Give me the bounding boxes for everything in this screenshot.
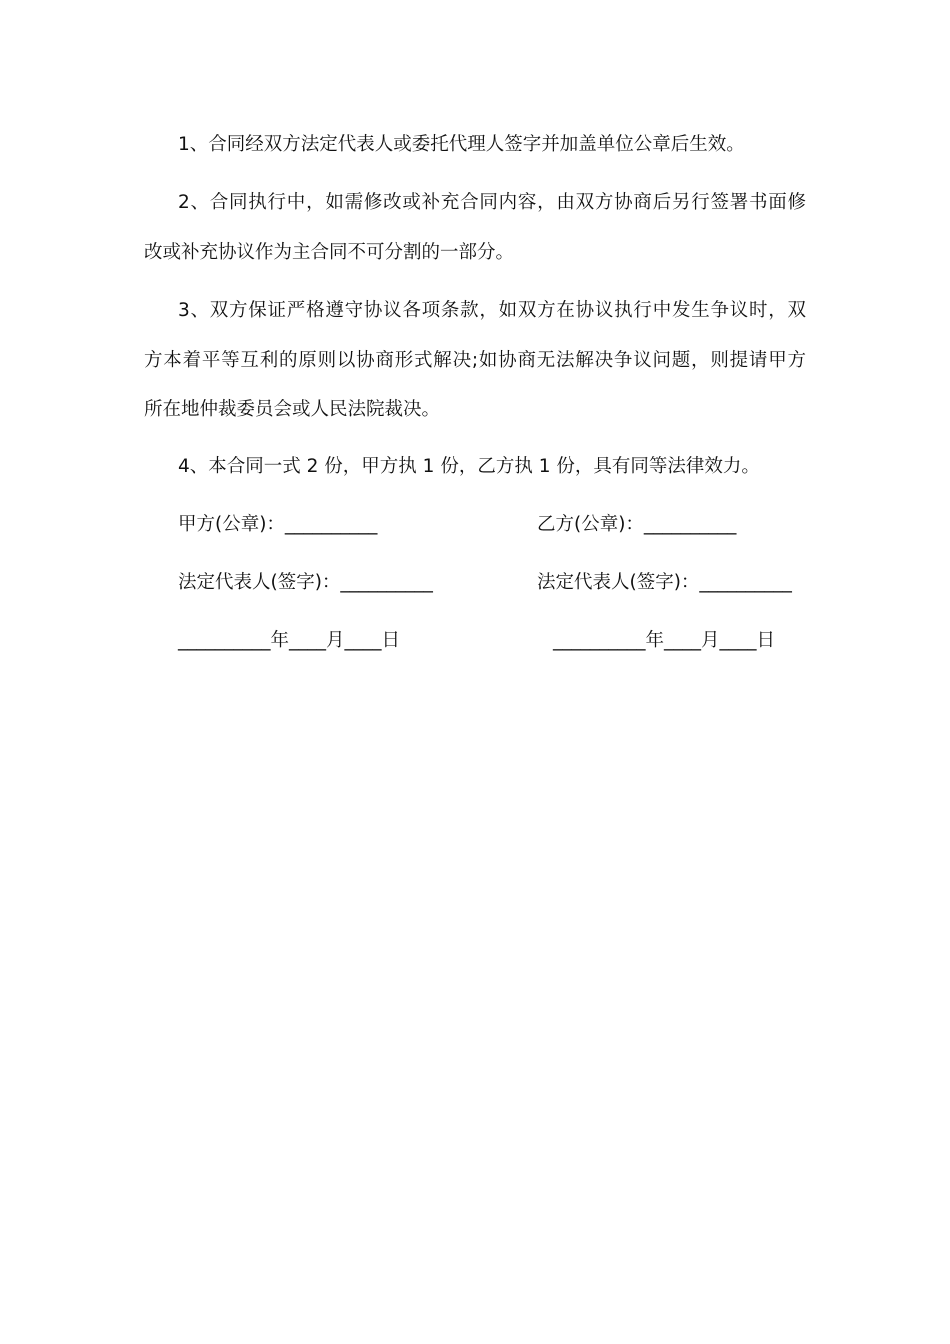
party-b-seal-field: 乙方(公章)：__________	[537, 514, 737, 535]
party-a-seal-field: 甲方(公章)：__________	[178, 514, 378, 535]
clause-3-line-2: 方本着平等互利的原则以协商形式解决;如协商无法解决争议问题，则提请甲方	[144, 350, 806, 371]
clause-2-line-2: 改或补充协议作为主合同不可分割的一部分。	[144, 242, 515, 263]
party-a-date-field: __________年____月____日	[178, 630, 401, 651]
clause-3-line-3: 所在地仲裁委员会或人民法院裁决。	[144, 399, 441, 420]
clause-2-line-1: 2、合同执行中，如需修改或补充合同内容，由双方协商后另行签署书面修	[178, 192, 806, 213]
clause-1-line-1: 1、合同经双方法定代表人或委托代理人签字并加盖单位公章后生效。	[178, 134, 745, 155]
clause-4-line-1: 4、本合同一式 2 份，甲方执 1 份，乙方执 1 份，具有同等法律效力。	[178, 456, 760, 477]
clause-3-line-1: 3、双方保证严格遵守协议各项条款，如双方在协议执行中发生争议时，双	[178, 300, 806, 321]
party-b-date-field: __________年____月____日	[553, 630, 776, 651]
party-a-representative-field: 法定代表人(签字)：__________	[178, 572, 433, 593]
party-b-representative-field: 法定代表人(签字)：__________	[537, 572, 792, 593]
